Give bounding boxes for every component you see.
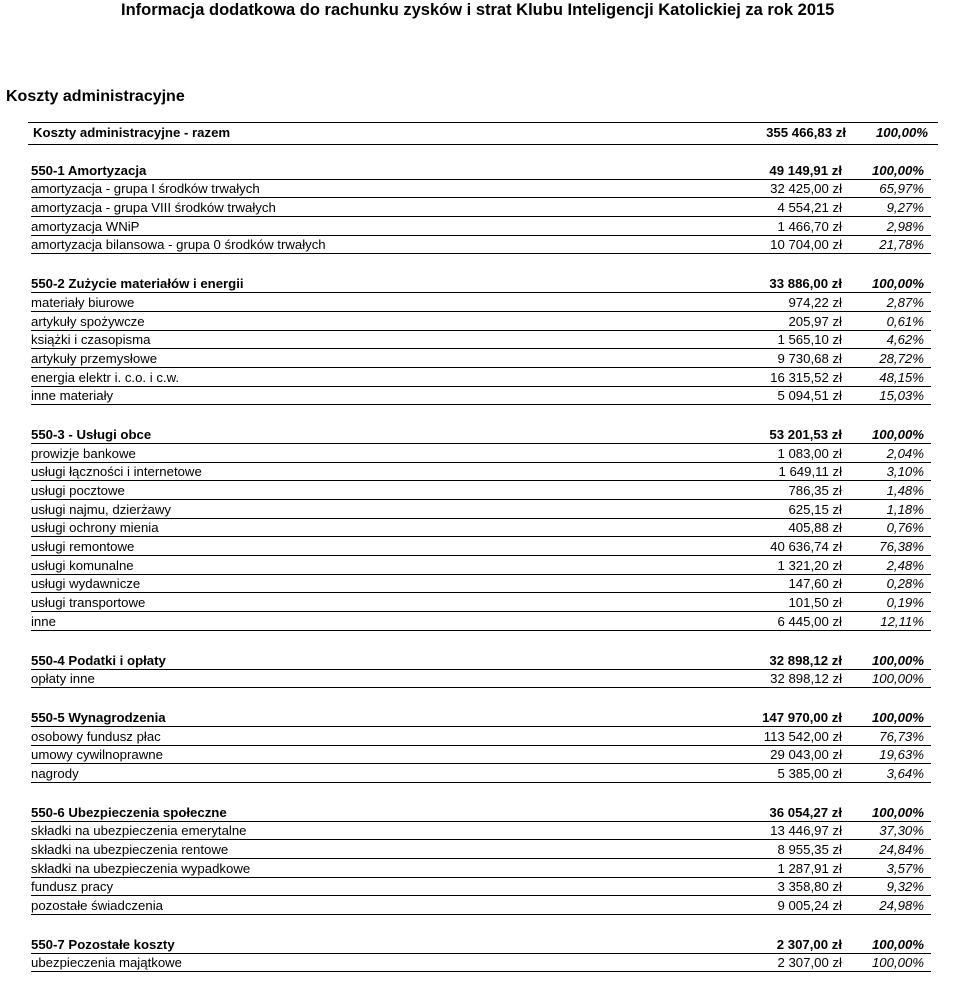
section-header-row: [31, 935, 931, 954]
line-item-row-amount: 4 554,21 zł: [777, 200, 842, 216]
line-item-row-percent: 24,98%: [879, 898, 924, 914]
line-item-row-percent: 0,19%: [886, 595, 924, 611]
line-item-row-label: usługi remontowe: [31, 539, 135, 555]
cost-section: [31, 161, 931, 254]
line-item-row-percent: 65,97%: [879, 181, 924, 197]
line-item-row-label: amortyzacja - grupa I środków trwałych: [31, 181, 260, 197]
line-item-row-label: fundusz pracy: [31, 879, 114, 895]
line-item-row: [31, 575, 931, 594]
line-item-row: [31, 896, 931, 915]
section-header-row-label: 550-4 Podatki i opłaty: [31, 652, 166, 668]
line-item-row-label: usługi transportowe: [31, 595, 146, 611]
line-item-row: [31, 500, 931, 519]
cost-section: [31, 274, 931, 405]
line-item-row-label: materiały biurowe: [31, 294, 135, 310]
line-item-row-amount: 625,15 zł: [788, 501, 842, 517]
line-item-row-percent: 1,48%: [886, 483, 924, 498]
line-item-row-label: artykuły spożywcze: [31, 313, 145, 329]
total-amount: 355 466,83 zł: [766, 125, 846, 140]
line-item-row-amount: 405,88 zł: [788, 520, 842, 536]
line-item-row-percent: 37,30%: [879, 823, 924, 839]
line-item-row-amount: 1 649,11 zł: [778, 464, 842, 480]
line-item-row-label: amortyzacja bilansowa - grupa 0 środków trwałych: [31, 237, 326, 253]
line-item-row-percent: 4,62%: [886, 332, 924, 348]
total-row: [28, 122, 938, 145]
line-item-row-label: energia elektr i. c.o. i c.w.: [31, 369, 180, 385]
line-item-row-percent: 76,38%: [879, 539, 924, 555]
section-header-row: [31, 651, 931, 670]
section-header-row: [31, 803, 931, 822]
line-item-row-label: osobowy fundusz płac: [31, 728, 161, 744]
line-item-row-amount: 1 565,10 zł: [777, 332, 842, 348]
line-item-row: [31, 444, 931, 463]
line-item-row: [31, 840, 931, 859]
cost-section: [31, 708, 931, 783]
cost-section: [31, 803, 931, 915]
total-label: Koszty administracyjne - razem: [33, 125, 231, 140]
line-item-row: [31, 293, 931, 312]
section-title: Koszty administracyjne: [6, 88, 185, 105]
line-item-row-label: usługi pocztowe: [31, 483, 125, 498]
line-item-row-amount: 1 321,20 zł: [777, 557, 842, 573]
line-item-row-percent: 3,10%: [886, 464, 924, 480]
line-item-row-percent: 15,03%: [879, 388, 924, 404]
section-header-row-label: 550-7 Pozostałe koszty: [31, 936, 175, 952]
line-item-row-amount: 113 542,00 zł: [763, 728, 842, 744]
section-header-row-amount: 33 886,00 zł: [769, 276, 842, 292]
line-item-row-percent: 12,11%: [880, 613, 924, 629]
section-header-row-percent: 100,00%: [871, 162, 924, 178]
section-header-row-label: 550-6 Ubezpieczenia społeczne: [31, 804, 227, 820]
line-item-row: [31, 878, 931, 897]
line-item-row-amount: 1 287,91 zł: [777, 860, 842, 876]
line-item-row-label: usługi łączności i internetowe: [31, 464, 202, 480]
line-item-row-label: inne materiały: [31, 388, 114, 404]
line-item-row: [31, 349, 931, 368]
line-item-row: [31, 746, 931, 765]
line-item-row-percent: 2,48%: [886, 557, 924, 573]
line-item-row: [31, 954, 931, 973]
total-percent: 100,00%: [875, 125, 928, 140]
line-item-row-percent: 2,04%: [886, 445, 924, 461]
document-title: Informacja dodatkowa do rachunku zysków i strat Klubu Inteligencji Katolickiej za rok 2015: [121, 1, 835, 19]
line-item-row: [31, 519, 931, 538]
section-header-row-percent: 100,00%: [871, 709, 924, 725]
line-item-row: [31, 463, 931, 482]
line-item-row-amount: 5 385,00 zł: [777, 765, 842, 781]
line-item-row-label: artykuły przemysłowe: [31, 350, 158, 366]
line-item-row: [31, 481, 931, 500]
line-item-row-percent: 2,98%: [886, 218, 924, 234]
line-item-row: [31, 537, 931, 556]
line-item-row-percent: 0,61%: [886, 313, 924, 329]
line-item-row-amount: 6 445,00 zł: [777, 613, 842, 629]
line-item-row: [31, 593, 931, 612]
line-item-row-amount: 32 425,00 zł: [770, 181, 842, 197]
line-item-row: [31, 312, 931, 331]
line-item-row: [31, 198, 931, 217]
line-item-row-percent: 0,28%: [886, 576, 924, 592]
line-item-row-label: usługi ochrony mienia: [31, 520, 159, 536]
line-item-row-percent: 3,57%: [886, 860, 924, 876]
section-header-row-percent: 100,00%: [871, 652, 924, 668]
line-item-row-amount: 32 898,12 zł: [770, 671, 842, 687]
section-header-row-percent: 100,00%: [871, 936, 924, 952]
cost-sections: [31, 161, 931, 992]
line-item-row-amount: 974,22 zł: [788, 294, 842, 310]
line-item-row-percent: 2,87%: [886, 294, 924, 310]
line-item-row: [31, 236, 931, 255]
cost-section: [31, 935, 931, 972]
line-item-row-amount: 5 094,51 zł: [777, 388, 842, 404]
line-item-row-label: pozostałe świadczenia: [31, 898, 163, 914]
line-item-row: [31, 822, 931, 841]
line-item-row-amount: 2 307,00 zł: [777, 955, 842, 971]
section-header-row-amount: 49 149,91 zł: [769, 162, 842, 178]
line-item-row-amount: 13 446,97 zł: [770, 823, 842, 839]
cost-section: [31, 651, 931, 688]
section-header-row-percent: 100,00%: [871, 276, 924, 292]
line-item-row-amount: 205,97 zł: [788, 313, 842, 329]
line-item-row-percent: 21,78%: [879, 237, 924, 253]
line-item-row-amount: 9 730,68 zł: [777, 350, 842, 366]
line-item-row-percent: 19,63%: [879, 747, 924, 763]
line-item-row-amount: 40 636,74 zł: [770, 539, 842, 555]
line-item-row-percent: 76,73%: [879, 728, 924, 744]
section-header-row-amount: 53 201,53 zł: [769, 426, 842, 442]
section-header-row-label: 550-5 Wynagrodzenia: [31, 709, 166, 725]
section-header-row-percent: 100,00%: [871, 426, 924, 442]
line-item-row-amount: 1 083,00 zł: [777, 445, 842, 461]
line-item-row-percent: 0,76%: [886, 520, 924, 536]
line-item-row-label: prowizje bankowe: [31, 445, 136, 461]
section-header-row: [31, 274, 931, 293]
line-item-row: [31, 727, 931, 746]
line-item-row-label: ubezpieczenia majątkowe: [31, 955, 183, 971]
line-item-row: [31, 217, 931, 236]
line-item-row-label: usługi wydawnicze: [31, 576, 141, 592]
section-header-row-amount: 32 898,12 zł: [769, 652, 842, 668]
line-item-row-label: usługi komunalne: [31, 557, 134, 573]
line-item-row-amount: 3 358,80 zł: [777, 879, 842, 895]
line-item-row: [31, 331, 931, 350]
line-item-row: [31, 387, 931, 406]
line-item-row-amount: 8 955,35 zł: [777, 842, 842, 857]
section-header-row: [31, 425, 931, 444]
line-item-row: [31, 180, 931, 199]
line-item-row: [31, 670, 931, 689]
cost-section: [31, 425, 931, 631]
line-item-row-label: nagrody: [31, 765, 79, 781]
line-item-row-percent: 28,72%: [879, 350, 924, 366]
line-item-row-amount: 10 704,00 zł: [770, 237, 842, 253]
line-item-row-amount: 786,35 zł: [788, 483, 842, 498]
line-item-row-amount: 9 005,24 zł: [777, 898, 842, 914]
line-item-row-label: opłaty inne: [31, 671, 95, 687]
line-item-row-label: amortyzacja - grupa VIII środków trwałych: [31, 200, 276, 216]
line-item-row-percent: 24,84%: [879, 842, 924, 857]
line-item-row-label: usługi najmu, dzierżawy: [31, 501, 171, 517]
line-item-row-label: składki na ubezpieczenia wypadkowe: [31, 860, 251, 876]
section-header-row-amount: 147 970,00 zł: [762, 709, 842, 725]
line-item-row-label: składki na ubezpieczenia emerytalne: [31, 823, 247, 839]
line-item-row-percent: 48,15%: [879, 369, 924, 385]
section-header-row-amount: 2 307,00 zł: [776, 936, 842, 952]
line-item-row-amount: 101,50 zł: [788, 595, 842, 611]
section-header-row: [31, 161, 931, 180]
line-item-row-percent: 3,64%: [886, 765, 924, 781]
line-item-row-percent: 100,00%: [871, 955, 924, 971]
section-header-row: [31, 708, 931, 727]
line-item-row-amount: 1 466,70 zł: [777, 218, 842, 234]
line-item-row: [31, 859, 931, 878]
line-item-row-label: amortyzacja WNiP: [31, 218, 140, 234]
line-item-row: [31, 556, 931, 575]
section-header-row-label: 550-3 - Usługi obce: [31, 426, 152, 442]
line-item-row-label: inne: [31, 613, 56, 629]
line-item-row-label: składki na ubezpieczenia rentowe: [31, 842, 229, 857]
line-item-row-amount: 29 043,00 zł: [770, 747, 842, 763]
line-item-row-amount: 16 315,52 zł: [770, 369, 842, 385]
line-item-row: [31, 612, 931, 631]
section-header-row-percent: 100,00%: [871, 804, 924, 820]
line-item-row: [31, 764, 931, 783]
section-header-row-label: 550-2 Zużycie materiałów i energii: [31, 276, 244, 292]
line-item-row-label: książki i czasopisma: [31, 332, 151, 348]
line-item-row-percent: 9,32%: [886, 879, 924, 895]
line-item-row: [31, 368, 931, 387]
line-item-row-percent: 1,18%: [886, 501, 924, 517]
line-item-row-amount: 147,60 zł: [788, 576, 842, 592]
section-header-row-amount: 36 054,27 zł: [769, 804, 842, 820]
line-item-row-label: umowy cywilnoprawne: [31, 747, 163, 763]
section-header-row-label: 550-1 Amortyzacja: [31, 162, 147, 178]
line-item-row-percent: 9,27%: [886, 200, 924, 216]
line-item-row-percent: 100,00%: [871, 671, 924, 687]
